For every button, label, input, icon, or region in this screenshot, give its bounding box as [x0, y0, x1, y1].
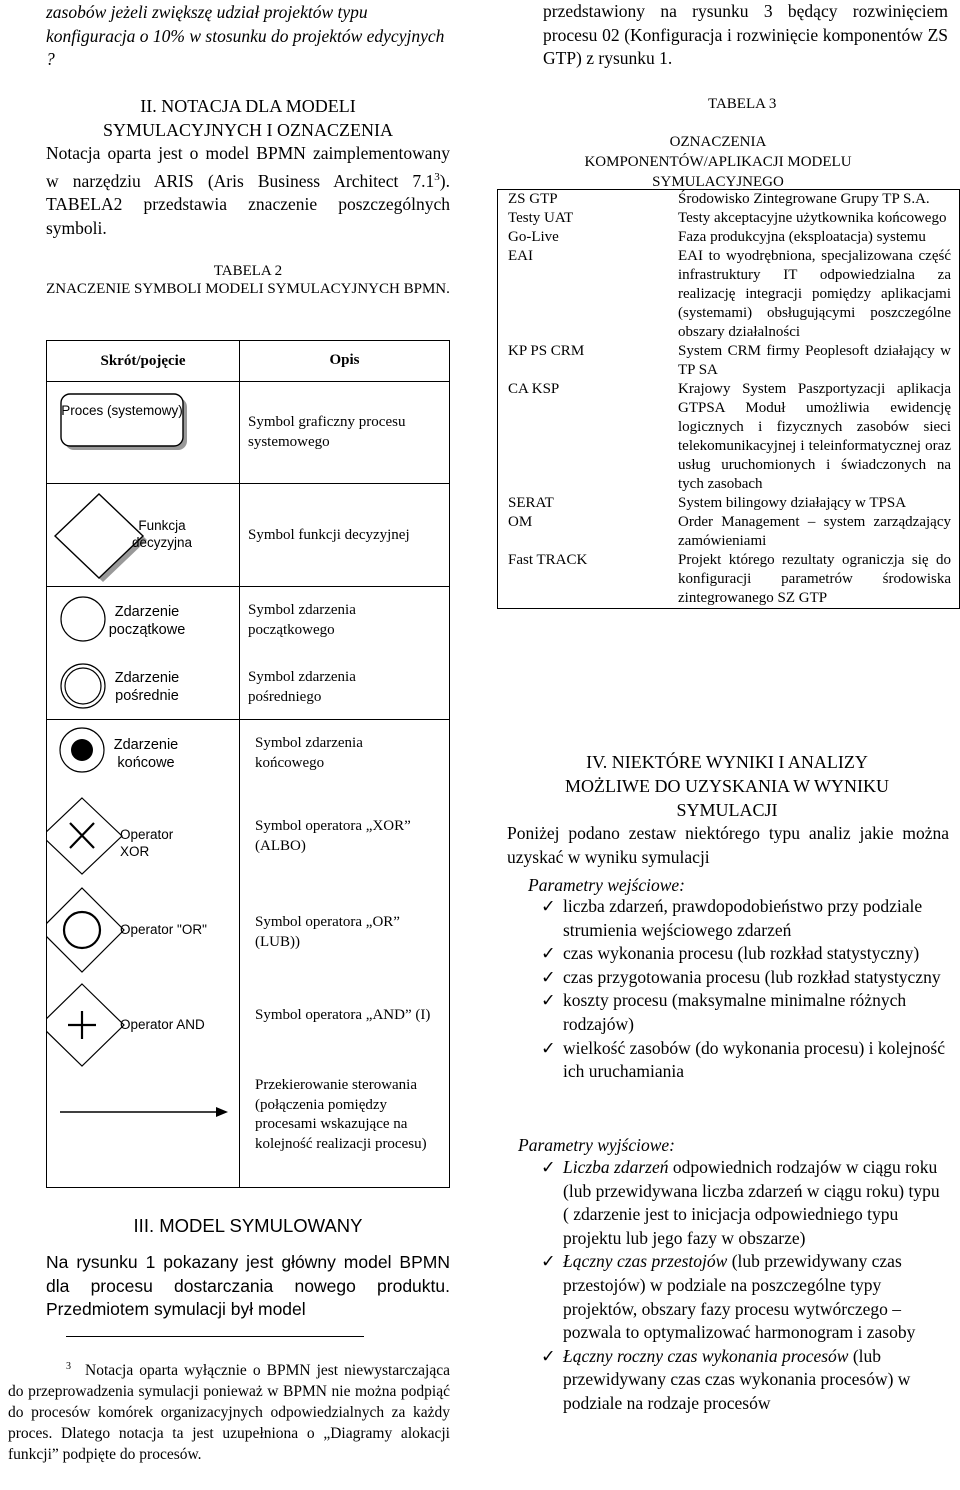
checkmark-icon: ✓ — [541, 1345, 556, 1366]
list-item: ✓ Łączny czas przestojów (lub przewidywany czas przestojów) w podziale na poszczególne typy projektów, obszary fazy procesu wytwórczego – pozwala to optymalizować harmonogram i zasoby — [541, 1251, 916, 1343]
table2-caption: ZNACZENIE SYMBOLI MODELI SYMULACYJNYCH BPMN. — [46, 281, 450, 297]
shape-label: Operator XOR — [120, 827, 174, 859]
input-params-heading: Parametry wejściowe: — [528, 875, 685, 895]
shape-label: Operator "OR" — [120, 922, 207, 937]
input-params-list — [497, 895, 945, 1084]
column-divider — [239, 718, 240, 1188]
table-row: EAI EAI to wyodrębniona, specjalizowana część infrastruktury IT odpowiedzialna za realizację integracji pomiędzy aplikacjami (systemami) obsługującymi poszczególne obszary działalności — [508, 248, 951, 340]
symbols-graphics — [46, 718, 239, 1188]
table-header-row — [46, 340, 450, 382]
footnote-ref: 3 — [434, 170, 440, 183]
shape-label: Proces (systemowy) — [61, 403, 183, 418]
section2-title-line2: SYMULACYJNYCH I OZNACZENIA — [103, 120, 393, 140]
section4-title-line3: SYMULACJI — [676, 800, 778, 820]
list-item: ✓ czas przygotowania procesu (lub rozkład statystyczny — [497, 966, 945, 990]
section3-paragraph: Na rysunku 1 pokazany jest główny model BPMN dla procesu dostarczania nowego produktu. Przedmiotem symulacji był model — [46, 1252, 450, 1320]
table-row: SERAT System bilingowy działający w TPSA — [508, 495, 907, 511]
header-col1: Skrót/pojęcie — [47, 341, 240, 381]
components-table — [497, 189, 960, 609]
list-item: ✓ liczba zdarzeń, prawdopodobieństwo przy podziale strumienia wejściowego zdarzeń — [541, 896, 923, 940]
table2-label: TABELA 2 — [213, 263, 283, 279]
shape-label: Zdarzenie pośrednie — [114, 670, 180, 704]
output-params-heading: Parametry wyjściowe: — [518, 1135, 675, 1155]
section4-title-line1: IV. NIEKTÓRE WYNIKI I ANALIZY — [586, 752, 868, 772]
table-row — [46, 382, 450, 484]
table-row: ZS GTP Środowisko Zintegrowane Grupy TP S.A. — [508, 191, 930, 207]
checkmark-icon: ✓ — [541, 896, 556, 916]
table-row: KP PS CRM System CRM firmy Peoplesoft działający w TP SA — [508, 343, 951, 378]
shape-label: Funkcja decyzyjna — [131, 518, 193, 550]
list-item: ✓ czas wykonania procesu (lub rozkład statystyczny) — [497, 942, 945, 966]
table-row — [46, 587, 450, 720]
shape-label: Zdarzenie końcowe — [113, 737, 179, 771]
right-intro: przedstawiony na rysunku 3 będący rozwinięciem procesu 02 (Konfiguracja i rozwinięcie komponentów ZS GTP) z rysunku 1. — [543, 1, 948, 69]
row-desc: Symbol zdarzenia pośredniego — [248, 669, 356, 705]
or-operator-icon — [46, 888, 124, 972]
symbols-table — [46, 340, 450, 720]
row-desc: Symbol operatora „XOR” (ALBO) — [255, 818, 411, 854]
checkmark-icon: ✓ — [541, 1251, 556, 1272]
table-right-border — [449, 718, 450, 1188]
table-left-border — [46, 718, 47, 1188]
symbols-continued — [46, 718, 450, 1188]
checkmark-icon: ✓ — [541, 1157, 556, 1177]
checkmark-icon: ✓ — [541, 1037, 556, 1058]
process-shape-icon — [47, 382, 240, 484]
table-bottom-border — [46, 1187, 450, 1188]
footnote-rule — [66, 1336, 364, 1337]
list-item: ✓ wielkość zasobów (do wykonania procesu) i kolejność ich uruchamiania — [541, 1037, 945, 1082]
table-row: Testy UAT Testy akceptacyjne użytkownika końcowego — [508, 210, 947, 226]
table3-label: TABELA 3 — [708, 96, 777, 112]
table-row — [46, 484, 450, 587]
shape-label: Operator AND — [120, 1017, 205, 1032]
row-desc: Przekierowanie sterowania (połączenia pomiędzy procesami wskazujące na kolejność realizacji procesu) — [255, 1077, 427, 1152]
table-row: Fast TRACK Projekt którego rezultaty ograniczja się do konfiguracji parametrów środowiska zintegrowanego SZ GTP — [508, 552, 951, 606]
intro-italic: zasobów jeżeli zwiększę udział projektów typu konfiguracja o 10% w stosunku do projektów edycyjnych ? — [46, 2, 445, 70]
table-row: CA KSP Krajowy System Paszportyzacji aplikacja GTPSA Moduł umożliwia ewidencję logicznych i fizycznych zasobów sieci telekomunikacyjnej i teleinformatycznej oraz usług uruchomionych i świadczonych na tych zasobach — [508, 381, 951, 492]
checkmark-icon: ✓ — [541, 990, 556, 1011]
row-desc: Symbol zdarzenia początkowego — [248, 602, 356, 638]
checkmark-icon: ✓ — [541, 943, 556, 964]
table-row: OM Order Management – system zarządzający zamówieniami — [508, 514, 951, 549]
checkmark-icon: ✓ — [541, 966, 556, 987]
row-desc: Symbol operatora „AND” (I) — [255, 1007, 431, 1023]
list-item: ✓ koszty procesu (maksymalne minimalne różnych rodzajów) — [541, 990, 907, 1034]
row-desc: Symbol graficzny procesu systemowego — [248, 414, 406, 450]
table3-caption: OZNACZENIA KOMPONENTÓW/APLIKACJI MODELU SYMULACYJNEGO — [584, 134, 852, 190]
section4-title-line2: MOŻLIWE DO UZYSKANIA W WYNIKU — [565, 776, 889, 796]
row-desc: Symbol operatora „OR” (LUB)) — [255, 914, 400, 950]
output-params-list — [497, 1156, 945, 1416]
header-col2: Opis — [329, 352, 360, 369]
footnote: $^3$ Notacja oparta wyłącznie o BPMN jest niewystarczająca do przeprowadzenia symulacji ponieważ w BPMN nie można podpiąć do procesów komórek organizacyjnych odpowiedzialnych za każdy proces. Dlatego notacja ta jest uzupełniona o „Diagramy alokacji funkcji” podpięte do procesów. — [8, 1361, 450, 1464]
section3-title: III. MODEL SYMULOWANY — [133, 1215, 363, 1236]
section2-title-line1: II. NOTACJA DLA MODELI — [140, 96, 356, 116]
row-desc: Symbol funkcji decyzyjnej — [248, 527, 410, 543]
list-item: ✓ Łączny roczny czas wykonania procesów (lub przewidywany czas czas wykonania procesów) w podziale na rodzaje procesów — [541, 1345, 911, 1413]
shape-label: Zdarzenie początkowe — [108, 604, 186, 638]
section2-paragraph: Notacja oparta jest o model BPMN zaimplementowany w narzędziu ARIS (Aris Business Architect $7.1^3$). TABELA2 przedstawia znaczenie poszczególnych symboli. — [46, 143, 450, 238]
table-row: Go-Live Faza produkcyjna (eksploatacja) systemu — [508, 229, 926, 245]
list-item: ✓ Liczba zdarzeń odpowiednich rodzajów w ciągu roku (lub przewidywana liczba zdarzeń w ciągu roku) typu ( zdarzenie jest to inicjacja odpowiedniego typu projektu lub jego fazy w obszarze) — [541, 1157, 940, 1248]
row-desc: Symbol zdarzenia końcowego — [255, 735, 363, 771]
section4-paragraph: Poniżej podano zestaw niektórego typu analiz jakie można uzyskać w wyniku symulacji — [507, 823, 949, 867]
